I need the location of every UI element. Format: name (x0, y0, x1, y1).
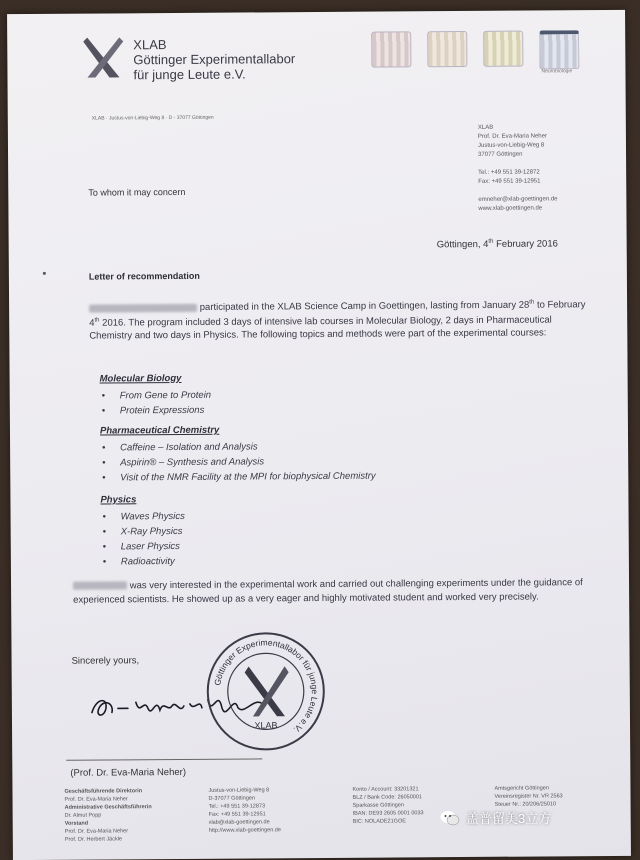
list-item: • Caffeine – Isolation and Analysis (102, 439, 375, 456)
book-icon (427, 31, 467, 67)
list-item: • Visit of the NMR Facility at the MPI for biophysical Chemistry (102, 469, 375, 486)
org-name-line2: Göttinger Experimentallabor (133, 51, 296, 68)
letter-page (7, 10, 631, 860)
physics-list (103, 509, 186, 570)
body1-sup: th (529, 299, 535, 306)
date-prefix: Göttingen, 4 (436, 238, 489, 251)
xlab-logo-icon (79, 33, 127, 81)
footer-line: Prof. Dr. Herbert Jäckle (64, 836, 123, 843)
date-sup: th (488, 238, 494, 245)
list-item: • Waves Physics (103, 509, 185, 525)
footer-column-registry (494, 784, 562, 808)
greeting: To whom it may concern (88, 186, 186, 198)
footer-line: Fax: +49 551 39-12951 (208, 811, 266, 818)
footer-line: http://www.xlab-goettingen.de (208, 827, 281, 834)
contact-line: XLAB (477, 124, 494, 131)
header-book-illustrations (369, 30, 597, 84)
footer-line: Vorstand (64, 820, 89, 827)
book-icon (371, 31, 411, 67)
molecular-biology-list (102, 388, 212, 419)
organization-stamp (204, 630, 327, 753)
book-icon (483, 31, 523, 67)
contact-line: Prof. Dr. Eva-Maria Neher (477, 133, 547, 140)
pharmaceutical-chemistry-list (102, 439, 376, 486)
stamp-ring-text: Göttinger Experimentallabor für junge Leute e.V. (212, 637, 320, 735)
footer-line: Vereinsregister Nr. VR 2563 (494, 793, 563, 800)
contact-line: 37077 Göttingen (478, 151, 523, 158)
paper-mark (43, 272, 46, 275)
footer-line: Amtsgericht Göttingen (494, 785, 549, 792)
letterhead-org (133, 36, 295, 82)
contact-email: emneher@xlab-goettingen.de (478, 196, 558, 203)
footer-line: Geschäftsführende Direktorin (64, 788, 143, 795)
body1-sup: th (94, 317, 100, 324)
contact-phone: Tel.: +49 551 39-12872 (478, 169, 540, 176)
book-icon (539, 30, 579, 69)
stamp-center-text: XLAB (254, 720, 278, 731)
footer-line: IBAN: DE93 2605 0001 0033 (352, 810, 424, 817)
list-item: • Laser Physics (103, 539, 185, 555)
footer-line: Konto / Account: 33201321 (352, 786, 419, 793)
footer-column-address (208, 786, 280, 835)
wechat-icon (440, 810, 460, 826)
redacted-name (89, 303, 197, 312)
sender-return-address: XLAB · Justus-von-Liebig-Weg 8 · D - 37077 Göttingen (91, 114, 214, 122)
signatory-name: (Prof. Dr. Eva-Maria Neher) (70, 766, 187, 779)
org-name-line3: für junge Leute e.V. (133, 66, 246, 83)
section-title-pharmaceutical-chemistry: Pharmaceutical Chemistry (99, 424, 220, 437)
redacted-name (73, 582, 127, 590)
watermark-text: 盖普留美3立方 (466, 811, 552, 826)
list-item: • Radioactivity (103, 554, 185, 570)
contact-fax: Fax: +49 551 39-12951 (478, 178, 541, 185)
letter-subject: Letter of recommendation (88, 270, 200, 282)
org-name-short: XLAB (133, 37, 167, 53)
book-label: Neurobiologie (541, 68, 573, 75)
body-paragraph-2 (73, 576, 593, 608)
footer-line: Tel.: +49 551 39-12873 (208, 803, 266, 810)
footer-column-management (64, 787, 151, 844)
date-suffix: February 2016 (493, 238, 558, 250)
footer-line: Steuer Nr.: 20/206/25010 (494, 801, 557, 808)
footer-line: BIC: NOLADE21GOE (352, 818, 406, 825)
footer-line: BLZ / Bank Code: 26050001 (352, 794, 422, 801)
body1-c: 2016. The program included 3 days of intensive lab courses in Molecular Biology, 2 days in Pharmaceutical Chemistry and two days in Physics. The following topics and methods were part of the experimental courses: (89, 314, 552, 342)
footer-line: Administrative Geschäftsführerin (64, 804, 152, 811)
footer-line: Dr. Almut Popp (64, 812, 102, 819)
footer-line: xlab@xlab-goettingen.de (208, 819, 270, 826)
contact-website: www.xlab-goettingen.de (478, 205, 543, 212)
body2-text: was very interested in the experimental work and carried out challenging experiments under the guidance of experienced scientists. He showed up as a very eager and highly motivated student and worked very precisely. (73, 577, 583, 606)
footer-line: Prof. Dr. Eva-Maria Neher (64, 828, 129, 835)
footer-line: Prof. Dr. Eva-Maria Neher (64, 796, 128, 803)
closing: Sincerely yours, (71, 655, 140, 667)
list-item: • Protein Expressions (102, 403, 211, 419)
section-title-molecular-biology: Molecular Biology (99, 372, 182, 385)
body1-b: to February 4 (89, 299, 586, 329)
footer-line: Justus-von-Liebig-Weg 8 (208, 787, 270, 794)
body-paragraph-1 (89, 296, 591, 343)
signature-divider (66, 758, 262, 760)
letter-date (437, 238, 558, 250)
xlab-stamp-icon (245, 666, 285, 716)
footer-column-bank (352, 785, 423, 825)
contact-block (478, 123, 558, 214)
wechat-watermark (440, 808, 551, 827)
section-title-physics: Physics (100, 494, 137, 506)
footer-line: D-37077 Göttingen (208, 795, 256, 802)
list-item: • From Gene to Protein (102, 388, 211, 404)
body1-a: participated in the XLAB Science Camp in Goettingen, lasting from January 28 (197, 299, 530, 314)
footer-line: Sparkasse Göttingen (352, 802, 404, 809)
list-item: • X-Ray Physics (103, 524, 185, 540)
contact-line: Justus-von-Liebig-Weg 8 (477, 142, 545, 149)
list-item: • Aspirin® – Synthesis and Analysis (102, 454, 375, 471)
